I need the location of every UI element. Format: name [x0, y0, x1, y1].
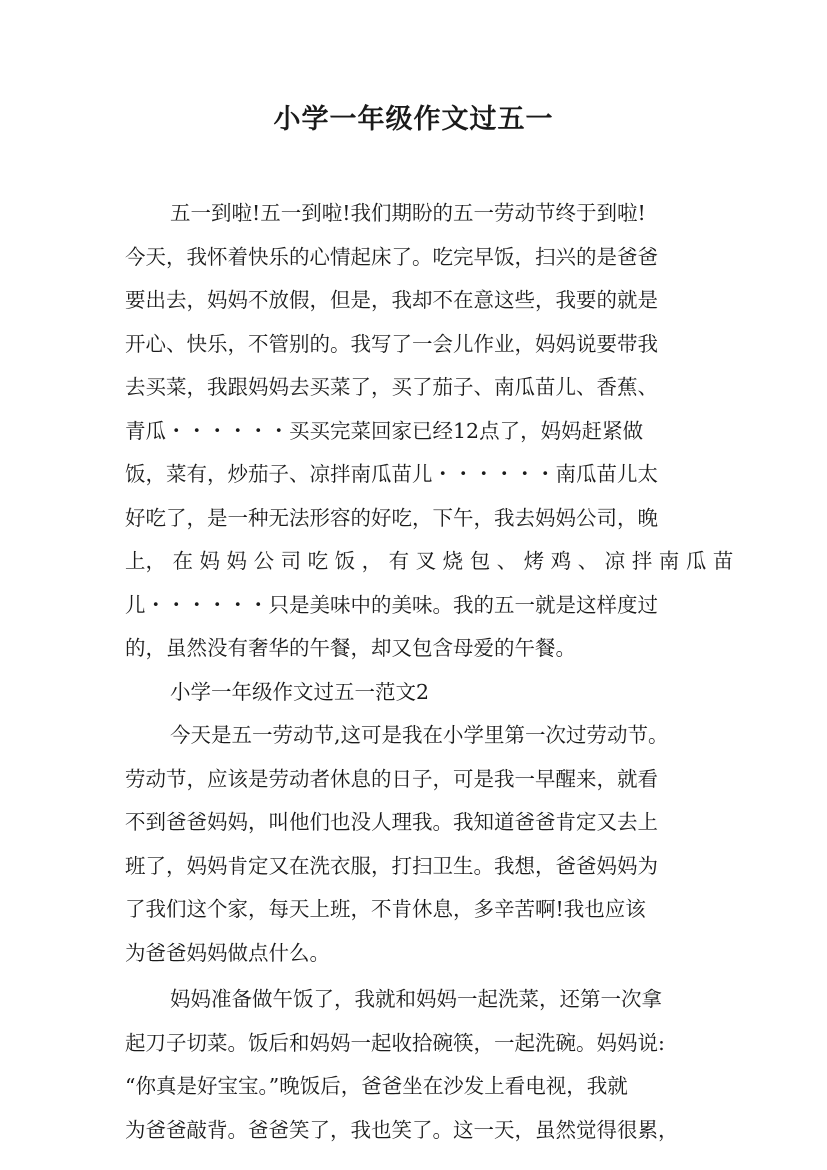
- paragraph-line: 起刀子切菜。饭后和妈妈一起收拾碗筷，一起洗碗。妈妈说:: [125, 1030, 665, 1055]
- paragraph-line: 为爸爸妈妈做点什么。: [125, 940, 330, 965]
- document-body: [125, 192, 734, 1152]
- paragraph-line: “你真是好宝宝。”晚饭后，爸爸坐在沙发上看电视，我就: [125, 1074, 628, 1098]
- paragraph-line: 去买菜，我跟妈妈去买菜了，买了茄子、南瓜苗儿、香蕉、: [125, 375, 658, 399]
- paragraph-line: 开心、快乐，不管别的。我写了一会儿作业，妈妈说要带我: [125, 331, 658, 356]
- document-title: 小学一年级作文过五一: [273, 104, 554, 135]
- paragraph-line: 今天是五一劳动节,这可是我在小学里第一次过劳动节。: [170, 723, 669, 747]
- paragraph-line: 上， 在 妈 妈 公 司 吃 饭 ， 有 叉 烧 包 、 烤 鸡 、 凉 拌 南 瓜 苗: [125, 549, 734, 573]
- paragraph-line: 儿・・・・・・只是美味中的美味。我的五一就是这样度过: [125, 592, 658, 617]
- paragraph-line: 五一到啦!五一到啦!我们期盼的五一劳动节终于到啦!: [170, 201, 646, 225]
- paragraph-line: 青瓜・・・・・・买买完菜回家已经12点了，妈妈赶紧做: [125, 418, 644, 443]
- paragraph-line: 劳动节，应该是劳动者休息的日子，可是我一早醒来，就看: [125, 766, 658, 791]
- section-heading: 小学一年级作文过五一范文2: [170, 679, 430, 704]
- paragraph-line: 的，虽然没有奢华的午餐，却又包含母爱的午餐。: [125, 636, 576, 660]
- paragraph-line: 好吃了，是一种无法形容的好吃，下午，我去妈妈公司，晚: [125, 505, 658, 530]
- paragraph-line: 今天，我怀着快乐的心情起床了。吃完早饭，扫兴的是爸爸: [125, 244, 658, 269]
- paragraph-line: 班了，妈妈肯定又在洗衣服，打扫卫生。我想，爸爸妈妈为: [125, 853, 658, 878]
- paragraph-line: 为爸爸敲背。爸爸笑了，我也笑了。这一天，虽然觉得很累，: [125, 1117, 679, 1142]
- paragraph-line: 妈妈准备做午饭了，我就和妈妈一起洗菜，还第一次拿: [170, 987, 662, 1011]
- paragraph-line: 要出去，妈妈不放假，但是，我却不在意这些，我要的就是: [125, 288, 658, 312]
- paragraph-line: 了我们这个家，每天上班，不肯休息，多辛苦啊!我也应该: [125, 897, 646, 921]
- paragraph-line: 饭，菜有，炒茄子、凉拌南瓜苗儿・・・・・・南瓜苗儿太: [125, 462, 658, 486]
- paragraph-line: 不到爸爸妈妈，叫他们也没人理我。我知道爸爸肯定又去上: [125, 810, 658, 834]
